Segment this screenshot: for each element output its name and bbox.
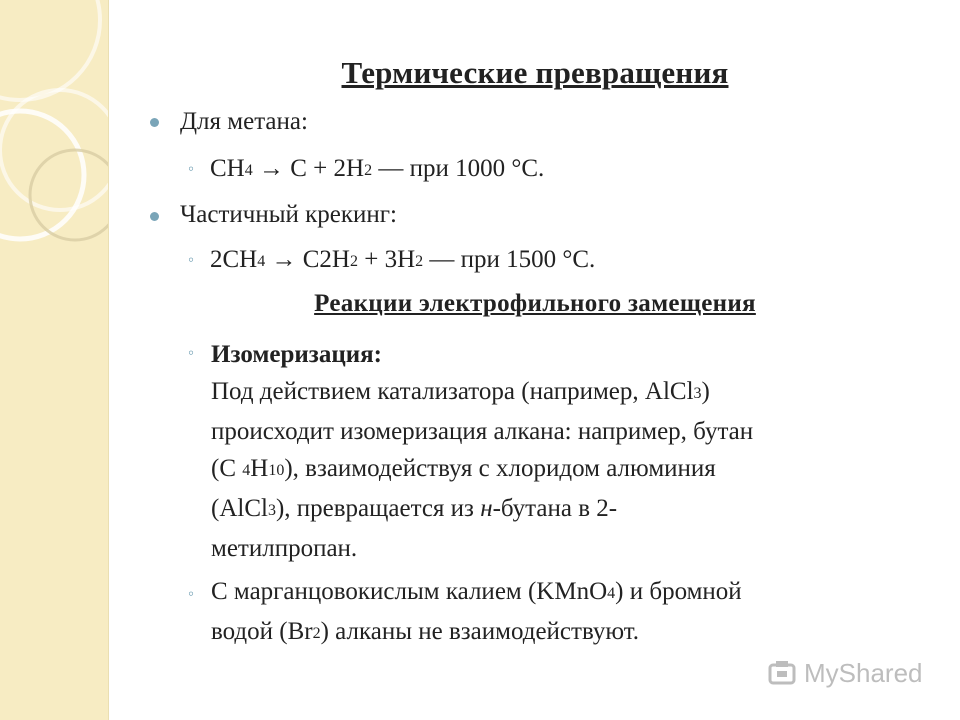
bullet-icon: [150, 118, 159, 127]
isomerization-line: Под действием катализатора (например, AlCl$_3$): [211, 378, 710, 405]
myshared-logo-icon: [768, 660, 798, 688]
sub-bullet-icon: ◦: [188, 250, 195, 269]
watermark: [768, 658, 923, 689]
watermark-text: MyShared: [804, 658, 923, 688]
decorative-sidebar: [0, 0, 109, 720]
kmno4-line: водой $(Br_2)$ алканы не взаимодействуют.: [211, 618, 640, 645]
sub-bullet-icon: ◦: [188, 584, 195, 603]
sidebar-circles: [0, 0, 108, 720]
isomerization-heading: Изомеризация:: [211, 341, 383, 368]
sub-bullet-icon: ◦: [188, 343, 195, 362]
sub-bullet-icon: ◦: [188, 159, 195, 178]
equation-cracking: $2CH_4 \to C2H_2 + 3H_2$ — при 1500 °C.: [210, 246, 596, 273]
item-methane: Для метана:: [180, 108, 308, 135]
isomerization-line: (C $_4H_{10}$), взаимодействуя с хлоридом алюминия: [211, 455, 716, 482]
kmno4-line: С марганцовокислым калием (KMnO$_4$) и бромной: [211, 578, 742, 605]
isomerization-line: происходит изомеризация алкана: например, бутан: [211, 418, 754, 445]
page-title: Термические превращения: [341, 55, 729, 90]
item-cracking: Частичный крекинг:: [180, 201, 397, 228]
isomerization-line: (AlCl$_3$), превращается из н-бутана в 2-: [211, 495, 618, 522]
isomerization-paragraph: [211, 336, 753, 567]
isomerization-line: метилпропан.: [211, 535, 358, 562]
section-subtitle: Реакции электрофильного замещения: [314, 290, 756, 317]
kmno4-paragraph: [211, 573, 742, 653]
bullet-icon: [150, 212, 159, 221]
equation-methane: $CH_4 \to C + 2H_2$ — при 1000 °C.: [210, 155, 545, 182]
